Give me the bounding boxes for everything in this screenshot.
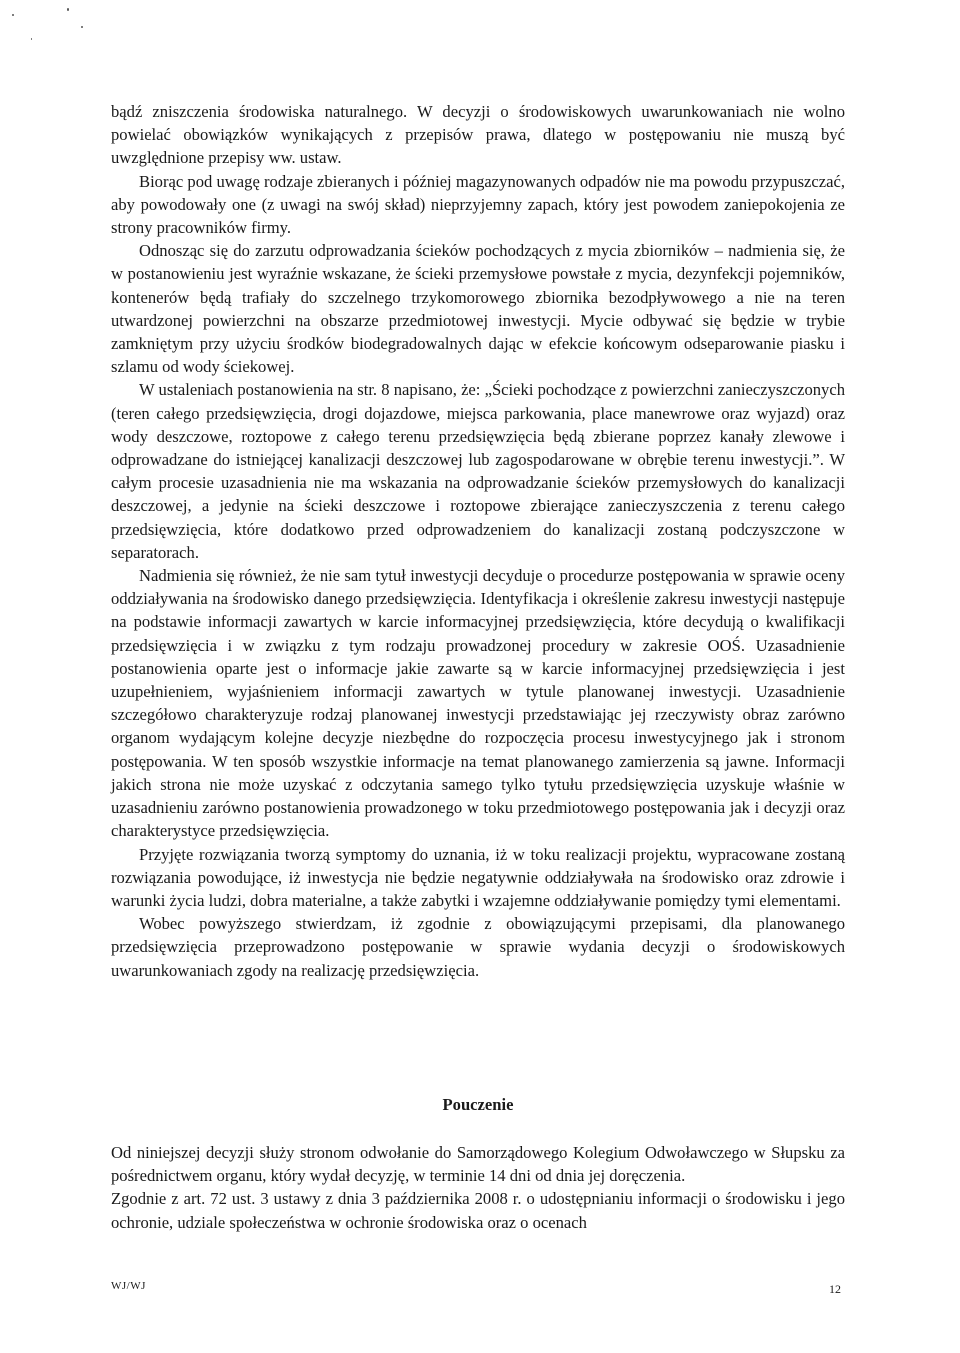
scan-speck xyxy=(12,14,14,16)
paragraph: W ustaleniach postanowienia na str. 8 napisano, że: „Ścieki pochodzące z powierzchni zanieczyszczonych (teren całego przedsięwzięcia, drogi dojazdowe, miejsca parkowania, place manewrowe oraz wyjazd) oraz wody deszczowe, roztopowe z całego terenu przedsięwzięcia będą zbierane poprzez kanały zlewowe i odprowadzane do istniejącej kanalizacji deszczowej lub zagospodarowane w obrębie terenu inwestycji.”. W całym procesie uzasadnienia nie ma wskazania na odprowadzanie ścieków przemysłowych do kanalizacji deszczowej, a jedynie na ścieki deszczowe i roztopowe zbierające zanieczyszczenia z terenu całego przedsięwzięcia, które dodatkowo przed odprowadzeniem do kanalizacji zostaną podczyszczone w separatorach. xyxy=(111,380,845,562)
page-number: 12 xyxy=(829,1282,841,1296)
section-heading: Pouczenie xyxy=(442,1095,514,1114)
paragraph: Nadmienia się również, że nie sam tytuł inwestycji decyduje o procedurze postępowania w sprawie oceny oddziaływania na środowisko danego przedsięwzięcia. Identyfikacja i określenie zakresu inwestycji następuje na podstawie informacji zawartych w karcie informacyjnej przedsięwzięcia, które decydują o kwalifikacji przedsięwzięcia i w związku z tym rodzaju prowadzonej procedury w zakresie OOŚ. Uzasadnienie postanowienia oparte jest o informacje jakie zawarte są w karcie informacyjnej przedsięwzięcia i jest uzupełnieniem, wyjaśnieniem informacji zawartych w tytule planowanej inwestycji. Uzasadnienie szczegółowo charakteryzuje rodzaj planowanej inwestycji przedstawiając jej rzeczywisty obraz zarówno organom wydającym kolejne decyzje niezbędne do rozpoczęcia procesu inwestycyjnego jak i stronom postępowania. W ten sposób wszystkie informacje na temat planowanego zamierzenia są jawne. Informacji jakich strona nie może uzyskać z odczytania samego tylko tytułu przedsięwzięcia uzyskuje właśnie w uzasadnieniu zarówno postanowienia prowadzonego w toku przedmiotowego postępowania jak i decyzji oraz charakterystyce przedsięwzięcia. xyxy=(111,566,845,841)
scan-speck xyxy=(31,38,32,40)
paragraph: Od niniejszej decyzji służy stronom odwołanie do Samorządowego Kolegium Odwoławczego w Słupsku za pośrednictwem organu, który wydał decyzję, w terminie 14 dni od dnia jej doręczenia. xyxy=(111,1143,845,1186)
paragraph: bądź zniszczenia środowiska naturalnego. W decyzji o środowiskowych uwarunkowaniach nie wolno powielać obowiązków wynikających z przepisów prawa, dlatego w postępowaniu nie muszą być uwzględnione przepisy ww. ustaw. xyxy=(111,102,845,168)
paragraph: Biorąc pod uwagę rodzaje zbieranych i później magazynowanych odpadów nie ma powodu przypuszczać, aby powodowały one (z uwagi na swój skład) nieprzyjemny zapach, który jest powodem zaniepokojenia ze strony pracowników firmy. xyxy=(111,171,845,238)
paragraph: Zgodnie z art. 72 ust. 3 ustawy z dnia 3 października 2008 r. o udostępnianiu informacji o środowisku i jego ochronie, udziale społeczeństwa w ochronie środowiska oraz o ocenach xyxy=(111,1189,845,1232)
body-text xyxy=(111,100,845,982)
scan-speck xyxy=(81,26,83,28)
paragraph: Wobec powyższego stwierdzam, iż zgodnie z obowiązującymi przepisami, dla planowanego przedsięwzięcia przeprowadzono postępowanie w sprawie wydania decyzji o środowiskowych uwarunkowaniach zgody na realizację przedsięwzięcia. xyxy=(111,914,845,980)
scan-speck xyxy=(67,8,69,11)
footer-initials: WJ/WJ xyxy=(111,1280,146,1292)
pouczenie-text xyxy=(111,1141,845,1234)
paragraph: Przyjęte rozwiązania tworzą symptomy do uznania, iż w toku realizacji projektu, wypracowane zostaną rozwiązania powodujące, iż inwestycja nie będzie negatywnie oddziaływała na środowisko oraz zdrowie i warunki życia ludzi, dobra materialne, a także zabytki i wzajemne oddziaływanie pomiędzy tymi elementami. xyxy=(111,844,845,910)
paragraph: Odnosząc się do zarzutu odprowadzania ścieków pochodzących z mycia zbiorników – nadmienia się, że w postanowieniu jest wyraźnie wskazane, że ścieki przemysłowe powstałe z mycia, dezynfekcji pojemników, kontenerów będą trafiały do szczelnego trzykomorowego zbiornika bezodpływowego a nie na teren utwardzonej powierzchni na obszarze przedmiotowej inwestycji. Mycie odbywać się będzie w trybie zamkniętym przy użyciu środków biodegradowalnych dając w efekcie końcowym odseparowanie piasku i szlamu od wody ściekowej. xyxy=(111,241,845,377)
